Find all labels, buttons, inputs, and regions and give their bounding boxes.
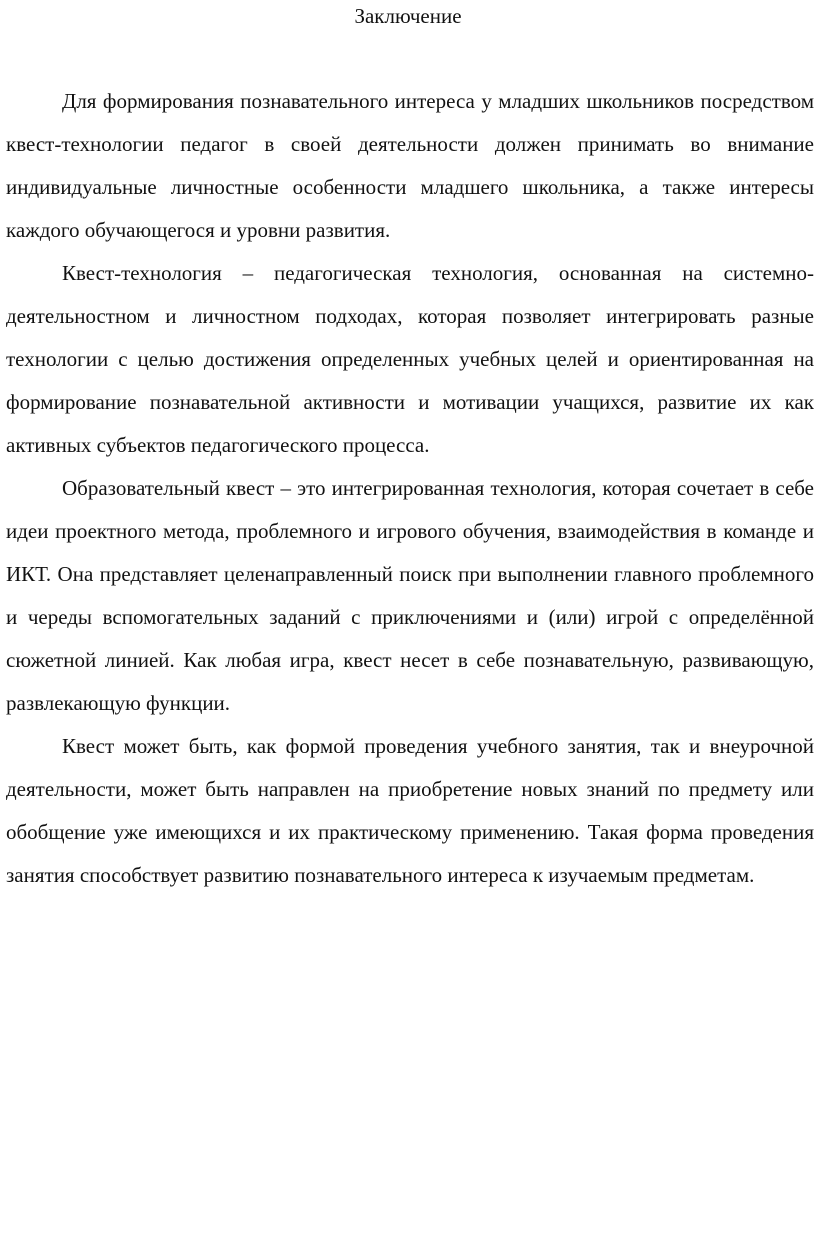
paragraph-1: Для формирования познавательного интереса у младших школьников посредством квест-технологии педагог в своей деятельности должен принимать во внимание индивидуальные личностные особенности младшего школьника, а также интересы каждого обучающегося и уровни развития. bbox=[6, 89, 814, 242]
document-body bbox=[6, 80, 814, 897]
paragraph-3: Образовательный квест – это интегрированная технология, которая сочетает в себе идеи проектного метода, проблемного и игрового обучения, взаимодействия в команде и ИКТ. Она представляет целенаправленный поиск при выполнении главного проблемного и череды вспомогательных заданий с приключениями и (или) игрой с определённой сюжетной линией. Как любая игра, квест несет в себе познавательную, развивающую, развлекающую функции. bbox=[6, 476, 814, 715]
paragraph-2: Квест-технология – педагогическая технология, основанная на системно-деятельностном и личностном подходах, которая позволяет интегрировать разные технологии с целью достижения определенных учебных целей и ориентированная на формирование познавательной активности и мотивации учащихся, развитие их как активных субъектов педагогического процесса. bbox=[6, 261, 814, 457]
document-title: Заключение bbox=[354, 4, 462, 28]
paragraph-4: Квест может быть, как формой проведения учебного занятия, так и внеурочной деятельности, может быть направлен на приобретение новых знаний по предмету или обобщение уже имеющихся и их практическому применению. Такая форма проведения занятия способствует развитию познавательного интереса к изучаемым предметам. bbox=[6, 734, 814, 887]
